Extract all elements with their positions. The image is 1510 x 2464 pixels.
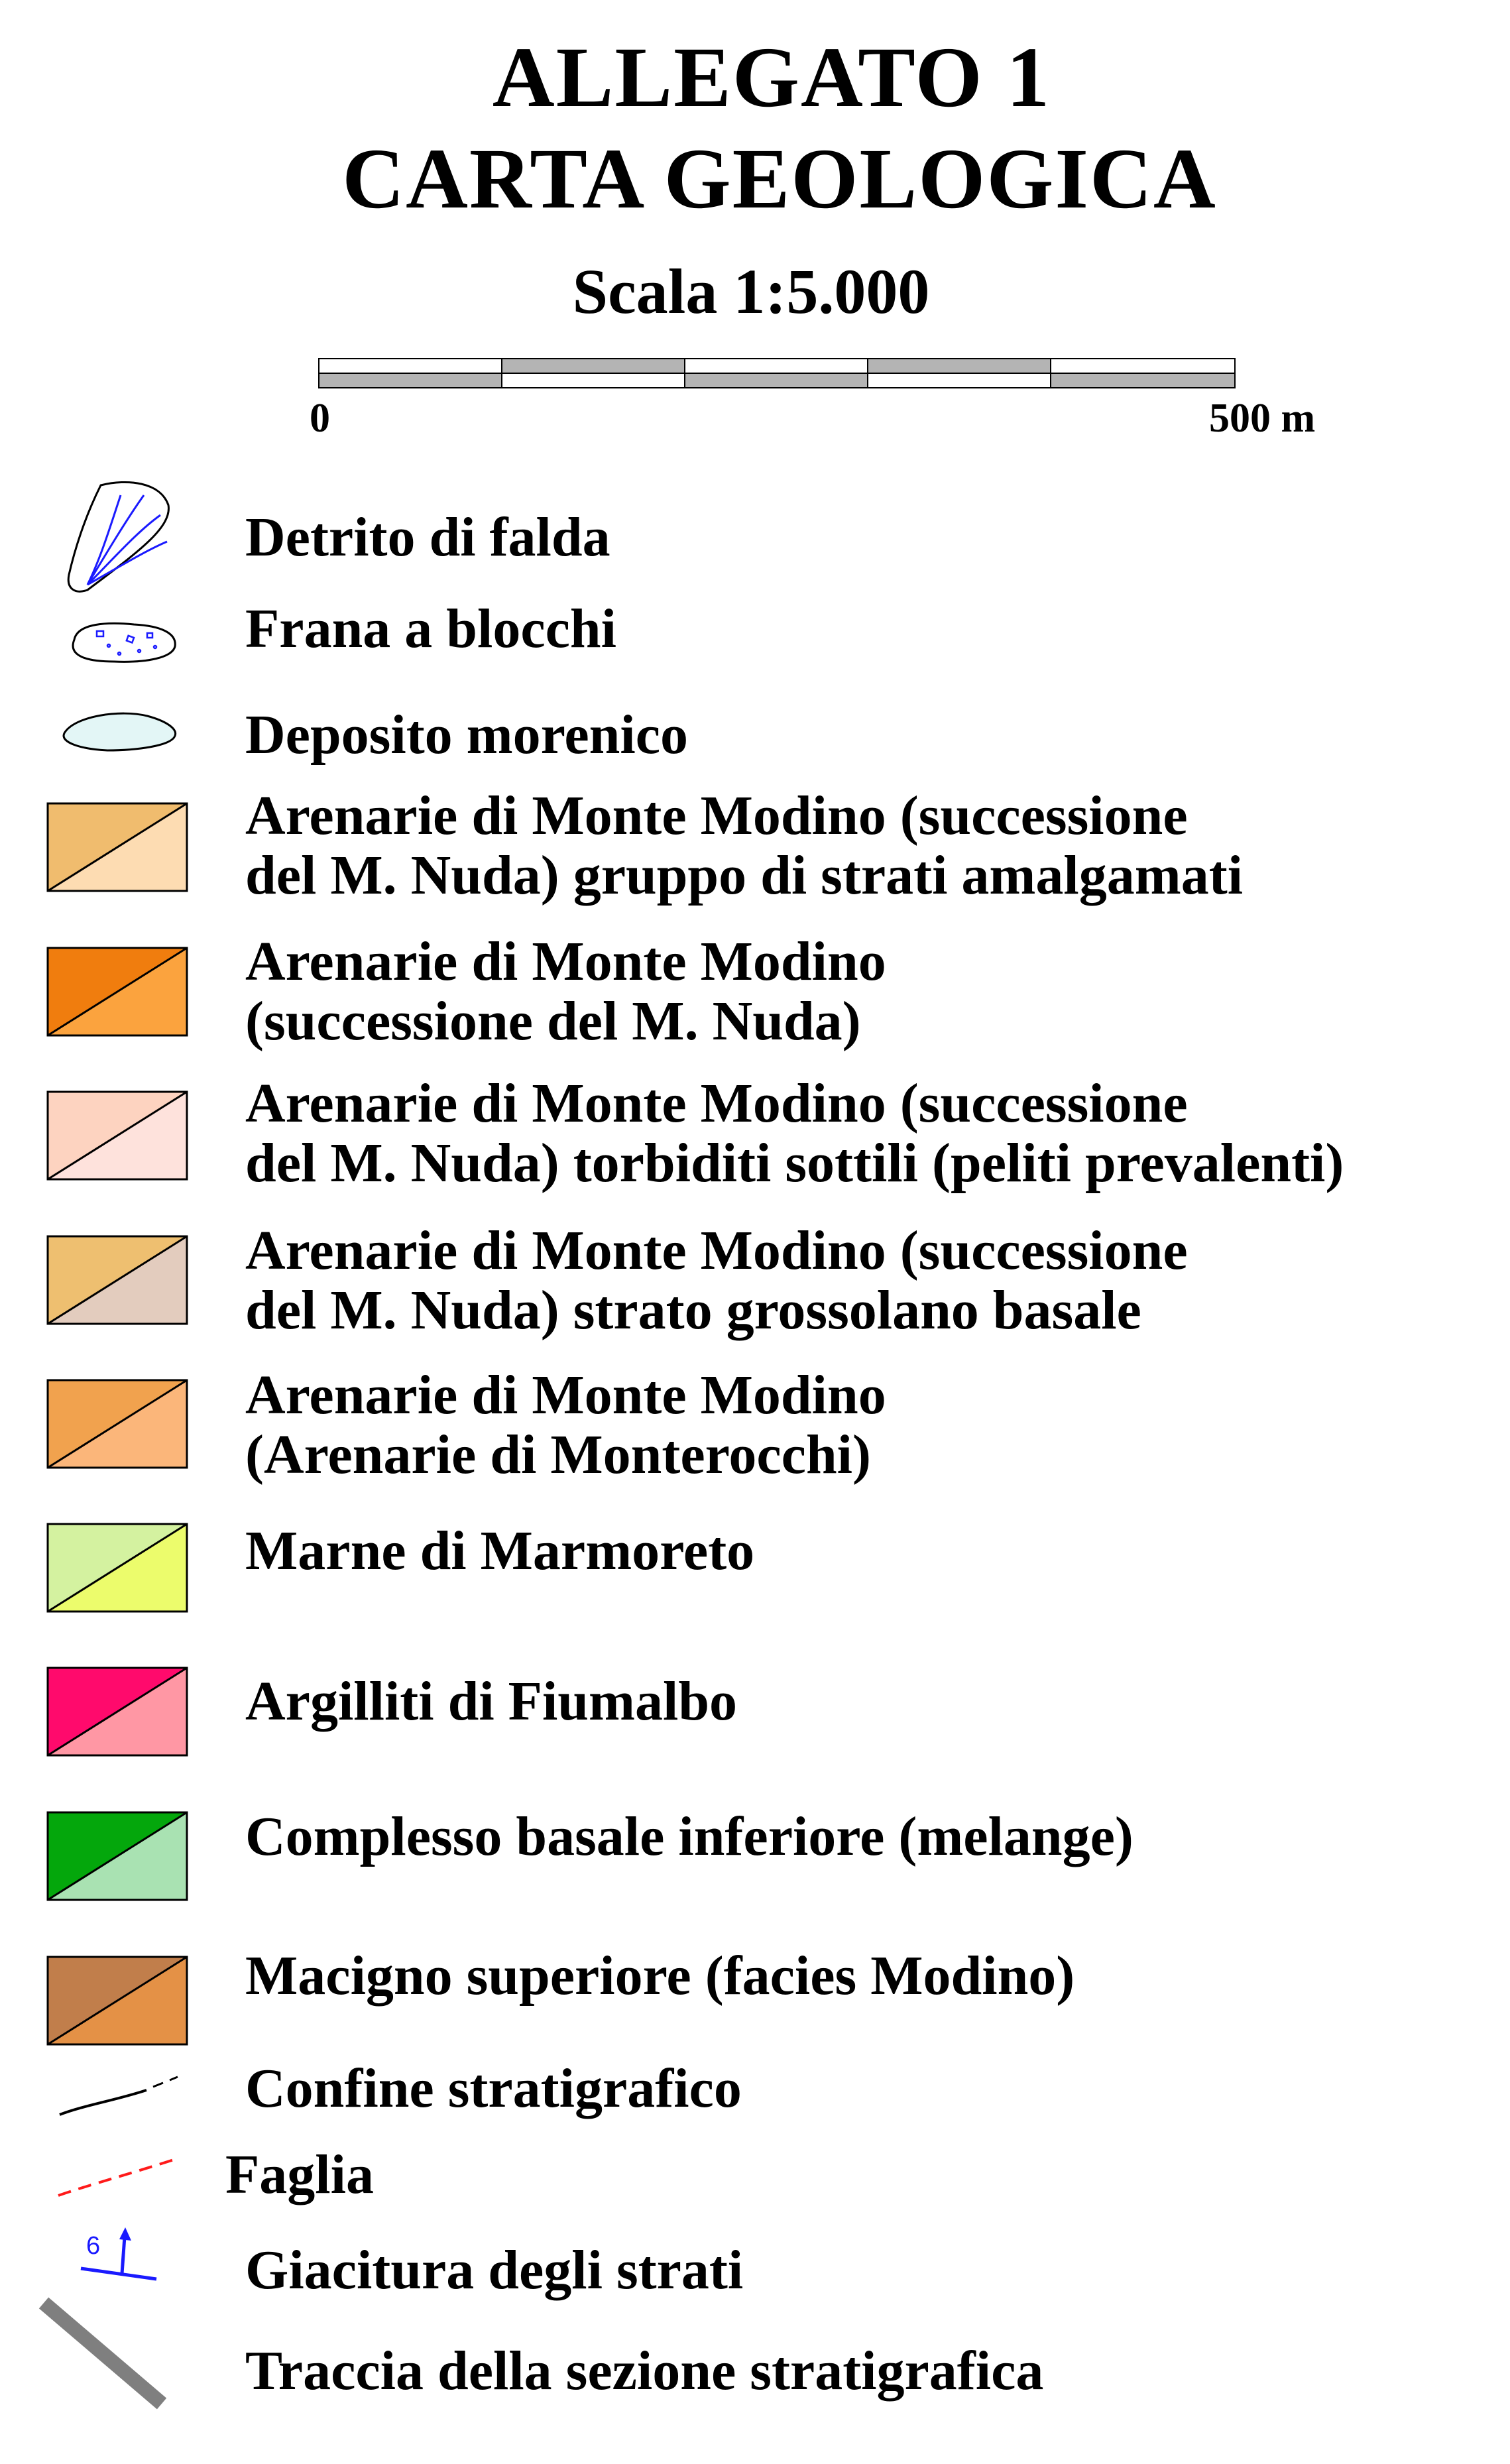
scale-start-label: 0 [310,396,330,441]
legend-swatch-arenarie-nuda-torbiditi [46,1090,188,1181]
legend-label-traccia-sezione: Traccia della sezione stratigrafica [245,2340,1044,2402]
scale-bar-segment [1051,373,1235,388]
legend-swatch-argilliti-fiumalbo [46,1667,188,1757]
legend-label-frana-a-blocchi: Frana a blocchi [245,598,616,660]
title-allegato: ALLEGATO 1 [492,30,1051,125]
section-trace-line-icon [33,2294,172,2413]
dip-value-label: 6 [86,2232,101,2260]
stratigraphic-boundary-line-icon [57,2074,183,2120]
landslide-blocks-icon [61,616,180,670]
legend-label-marne-marmoreto: Marne di Marmoreto [245,1520,755,1582]
legend-swatch-complesso-basale [46,1811,188,1901]
legend-label-arenarie-nuda: Arenarie di Monte Modino (successione del M. Nuda) [245,931,886,1052]
legend-swatch-arenarie-nuda-amalgamati [46,802,188,892]
scale-bar-segment [319,373,502,388]
scree-fan-icon [61,479,175,597]
legend-label-arenarie-monterocchi: Arenarie di Monte Modino (Arenarie di Monterocchi) [245,1364,886,1486]
legend-swatch-arenarie-nuda [46,947,188,1037]
legend-label-arenarie-nuda-torbiditi: Arenarie di Monte Modino (successione del M. Nuda) torbiditi sottili (peliti prevalenti) [245,1073,1344,1194]
scale-bar-segment [868,359,1051,373]
scale-bar-segment [685,373,868,388]
legend-label-deposito-morenico: Deposito morenico [245,704,689,766]
legend-label-argilliti-fiumalbo: Argilliti di Fiumalbo [245,1671,738,1732]
legend-swatch-macigno-superiore [46,1956,188,2046]
title-carta-geologica: CARTA GEOLOGICA [342,131,1217,227]
scale-ratio-text: Scala 1:5.000 [572,256,930,327]
legend-label-faglia: Faglia [225,2144,374,2205]
scale-bar-segment [502,359,685,373]
bedding-attitude-icon [77,2223,163,2287]
legend-label-arenarie-nuda-amalgamati: Arenarie di Monte Modino (successione del M. Nuda) gruppo di strati amalgamati [245,785,1244,906]
legend-label-complesso-basale: Complesso basale inferiore (melange) [245,1806,1133,1867]
legend-swatch-arenarie-nuda-grossolano [46,1235,188,1325]
fault-dashed-line-icon [56,2148,182,2201]
legend-label-macigno-superiore: Macigno superiore (facies Modino) [245,1945,1075,2007]
legend-label-giacitura: Giacitura degli strati [245,2239,744,2301]
legend-label-arenarie-nuda-grossolano: Arenarie di Monte Modino (successione del M. Nuda) strato grossolano basale [245,1220,1188,1341]
legend-swatch-arenarie-monterocchi [46,1379,188,1469]
scale-end-label: 500 m [1209,396,1316,441]
scale-bar [318,358,1236,391]
moraine-deposit-icon [61,708,180,756]
legend-label-detrito-di-falda: Detrito di falda [245,506,610,568]
legend-label-confine-stratigrafico: Confine stratigrafico [245,2058,742,2119]
legend-swatch-marne-marmoreto [46,1523,188,1613]
